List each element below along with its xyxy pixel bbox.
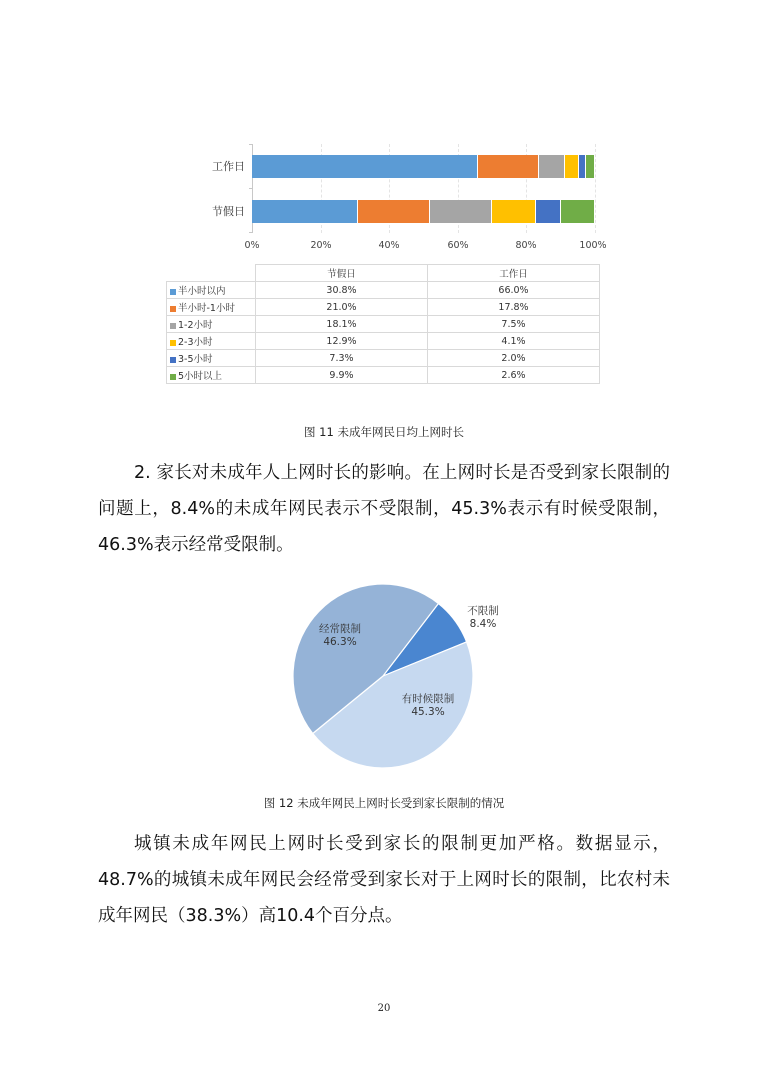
legend-swatch-icon	[170, 323, 176, 329]
bar-segment	[252, 155, 478, 178]
pie-label-often	[310, 623, 370, 649]
axis-tick	[249, 188, 252, 189]
row-label	[167, 316, 256, 333]
bar-segment	[579, 155, 586, 178]
pie-label-none	[458, 605, 508, 631]
column-header-workday: 工作日	[428, 265, 600, 282]
category-label-holiday: 节假日	[212, 205, 245, 218]
page-number: 20	[377, 1003, 391, 1014]
row-label	[167, 282, 256, 299]
row-label-text: 1-2小时	[178, 320, 213, 331]
pie-label-sometimes	[388, 693, 468, 719]
category-label-workday: 工作日	[212, 160, 245, 173]
pie-label-often-name: 经常限制	[319, 623, 361, 635]
table-row	[167, 350, 600, 367]
row-label-text: 半小时-1小时	[178, 303, 235, 314]
figure-11-bar-chart	[160, 140, 620, 260]
legend-swatch-icon	[170, 306, 176, 312]
bar-segment	[492, 200, 536, 223]
axis-tick	[249, 144, 252, 145]
bar-segment	[430, 200, 492, 223]
legend-swatch-icon	[170, 357, 176, 363]
cell-holiday: 7.3%	[256, 350, 428, 367]
cell-workday: 2.6%	[428, 367, 600, 384]
figure-11-caption: 图 11 未成年网民日均上网时长	[304, 425, 464, 439]
bar-workday	[252, 155, 595, 178]
table-row	[167, 367, 600, 384]
legend-swatch-icon	[170, 374, 176, 380]
row-label-text: 2-3小时	[178, 337, 213, 348]
bar-segment	[358, 200, 430, 223]
tick-label: 40%	[378, 240, 400, 251]
row-label-text: 5小时以上	[178, 371, 223, 382]
cell-holiday: 12.9%	[256, 333, 428, 350]
bar-segment	[586, 155, 595, 178]
bar-segment	[561, 200, 595, 223]
legend-swatch-icon	[170, 340, 176, 346]
row-label-text: 3-5小时	[178, 354, 213, 365]
cell-workday: 66.0%	[428, 282, 600, 299]
bar-segment	[565, 155, 579, 178]
row-label	[167, 299, 256, 316]
paragraph-parental-limits: 2. 家长对未成年人上网时长的影响。在上网时长是否受到家长限制的问题上，8.4%的未成年网民表示不受限制，45.3%表示有时候受限制，46.3%表示经常受限制。	[98, 463, 670, 555]
row-label	[167, 350, 256, 367]
bar-holiday	[252, 200, 595, 223]
bar-segment	[536, 200, 561, 223]
bar-segment	[252, 200, 358, 223]
cell-workday: 4.1%	[428, 333, 600, 350]
column-header-holiday: 节假日	[256, 265, 428, 282]
table-header-row	[167, 265, 600, 282]
tick-label: 80%	[515, 240, 537, 251]
paragraph-urban-limits: 城镇未成年网民上网时长受到家长的限制更加严格。数据显示，48.7%的城镇未成年网民会经常受到家长对于上网时长的限制，比农村未成年网民（38.3%）高10.4个百分点。	[98, 834, 670, 926]
tick-label: 20%	[310, 240, 332, 251]
tick-label: 0%	[244, 240, 260, 251]
table-row	[167, 282, 600, 299]
table-row	[167, 299, 600, 316]
cell-workday: 17.8%	[428, 299, 600, 316]
cell-workday: 7.5%	[428, 316, 600, 333]
pie-label-none-name: 不限制	[467, 605, 499, 617]
pie-label-sometimes-name: 有时候限制	[401, 693, 455, 705]
row-label-text: 半小时以内	[178, 286, 226, 297]
cell-holiday: 18.1%	[256, 316, 428, 333]
pie-label-none-value: 8.4%	[469, 618, 497, 630]
pie-label-sometimes-value: 45.3%	[411, 706, 445, 718]
bar-segment	[539, 155, 565, 178]
table-corner	[167, 265, 256, 282]
legend-swatch-icon	[170, 289, 176, 295]
cell-holiday: 30.8%	[256, 282, 428, 299]
row-label	[167, 333, 256, 350]
table-row	[167, 316, 600, 333]
tick-label: 100%	[579, 240, 607, 251]
axis-tick	[249, 232, 252, 233]
gridline-100	[595, 144, 596, 233]
tick-label: 60%	[447, 240, 469, 251]
cell-holiday: 9.9%	[256, 367, 428, 384]
cell-holiday: 21.0%	[256, 299, 428, 316]
pie-label-often-value: 46.3%	[323, 636, 357, 648]
figure-11-data-table	[166, 264, 600, 384]
table-row	[167, 333, 600, 350]
figure-12-pie-chart	[280, 575, 520, 775]
figure-12-caption: 图 12 未成年网民上网时长受到家长限制的情况	[263, 796, 505, 810]
cell-workday: 2.0%	[428, 350, 600, 367]
bar-segment	[478, 155, 539, 178]
row-label	[167, 367, 256, 384]
